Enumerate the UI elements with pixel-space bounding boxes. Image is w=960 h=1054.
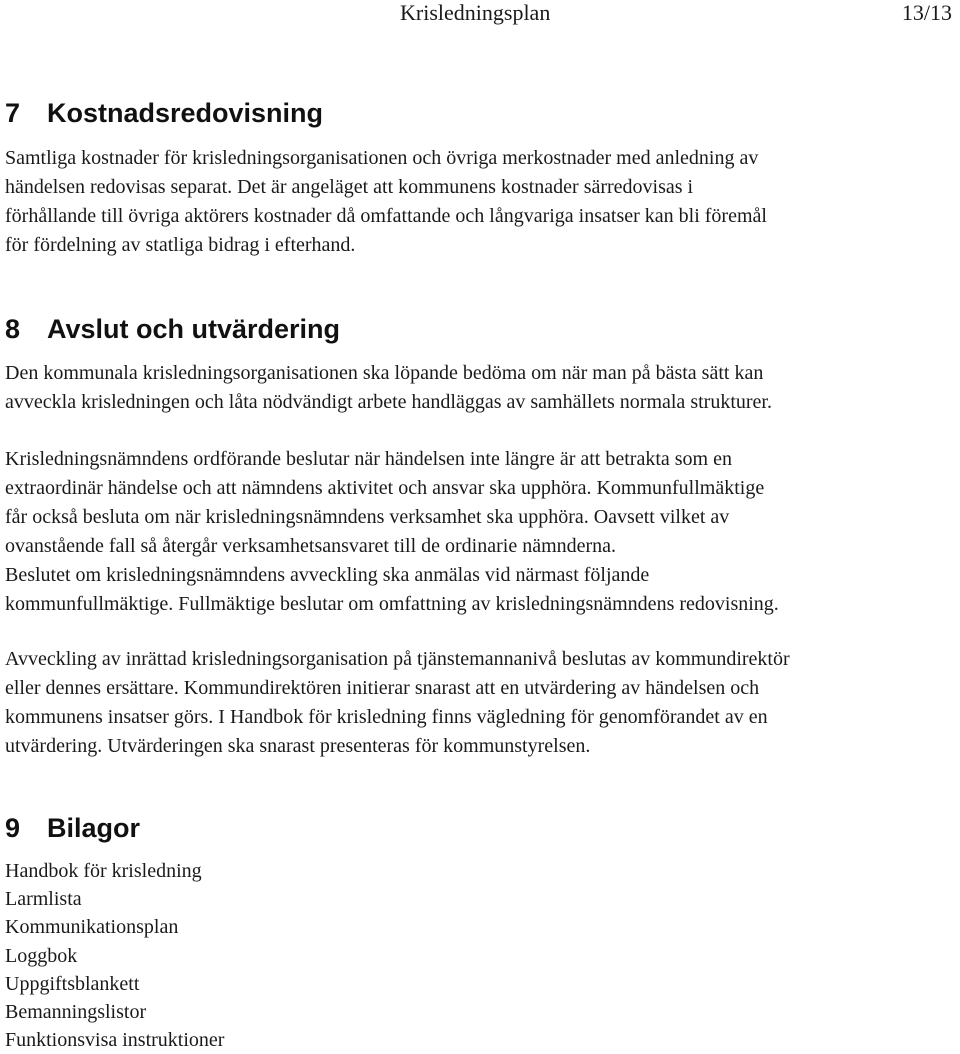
paragraph-line: för fördelning av statliga bidrag i efterhand. [5,234,356,256]
list-item: Kommunikationsplan [5,916,179,939]
section-title: Bilagor [47,813,141,843]
paragraph-line: ovanstående fall så återgår verksamhetsansvaret till de ordinarie nämnderna. [5,535,617,557]
list-item: Uppgiftsblankett [5,972,140,995]
paragraph-line: Den kommunala krisledningsorganisationen ska löpande bedöma om när man på bästa sätt kan [5,362,764,384]
paragraph [5,645,790,761]
section-number: 9 [5,813,21,843]
paragraph-line: kommunfullmäktige. Fullmäktige beslutar om omfattning av krisledningsnämndens redovisning. [5,593,779,615]
paragraph-line: extraordinär händelse och att nämndens aktivitet och ansvar ska upphöra. Kommunfullmäktige [5,477,765,499]
paragraph-line: Krisledningsnämndens ordförande beslutar när händelsen inte längre är att betrakta som en [5,448,732,470]
page-number: 13/13 [901,0,952,25]
list-item: Bemanningslistor [5,1000,147,1023]
attachments-list [5,857,224,1054]
section-number: 7 [5,98,21,128]
paragraph-line: avveckla krisledningen och låta nödvändigt arbete handläggas av samhällets normala strukturer. [5,391,772,413]
section-heading-kostnadsredovisning [5,97,323,129]
paragraph-line: förhållande till övriga aktörers kostnader då omfattande och långvariga insatser kan bli föremål [5,205,767,227]
paragraph-line: utvärdering. Utvärderingen ska snarast presenteras för kommunstyrelsen. [5,735,591,757]
document-title: Krisledningsplan [400,0,551,25]
paragraph [5,144,767,260]
list-item: Larmlista [5,888,82,911]
running-header [0,0,960,30]
paragraph-line: får också besluta om när krisledningsnämndens verksamhet ska upphöra. Oavsett vilket av [5,506,730,528]
section-heading-avslut-och-utvardering [5,313,340,345]
paragraph-line: eller dennes ersättare. Kommundirektören initierar snarast att en utvärdering av händelsen och [5,677,760,699]
paragraph-line: Samtliga kostnader för krisledningsorganisationen och övriga merkostnader med anledning av [5,147,759,169]
paragraph-line: kommunens insatser görs. I Handbok för krisledning finns vägledning för genomförandet av en [5,706,768,728]
section-title: Avslut och utvärdering [47,314,341,344]
list-item: Loggbok [5,944,78,967]
paragraph-line: händelsen redovisas separat. Det är angeläget att kommunens kostnader särredovisas i [5,176,694,198]
section-title: Kostnadsredovisning [47,98,324,128]
section-heading-bilagor [5,812,140,844]
paragraph [5,445,779,619]
list-item: Funktionsvisa instruktioner [5,1029,225,1052]
section-number: 8 [5,314,21,344]
list-item: Handbok för krisledning [5,860,202,882]
paragraph-line: Avveckling av inrättad krisledningsorganisation på tjänstemannanivå beslutas av kommundirektör [5,648,790,670]
paragraph-line: Beslutet om krisledningsnämndens avveckling ska anmälas vid närmast följande [5,564,650,586]
paragraph [5,359,772,417]
